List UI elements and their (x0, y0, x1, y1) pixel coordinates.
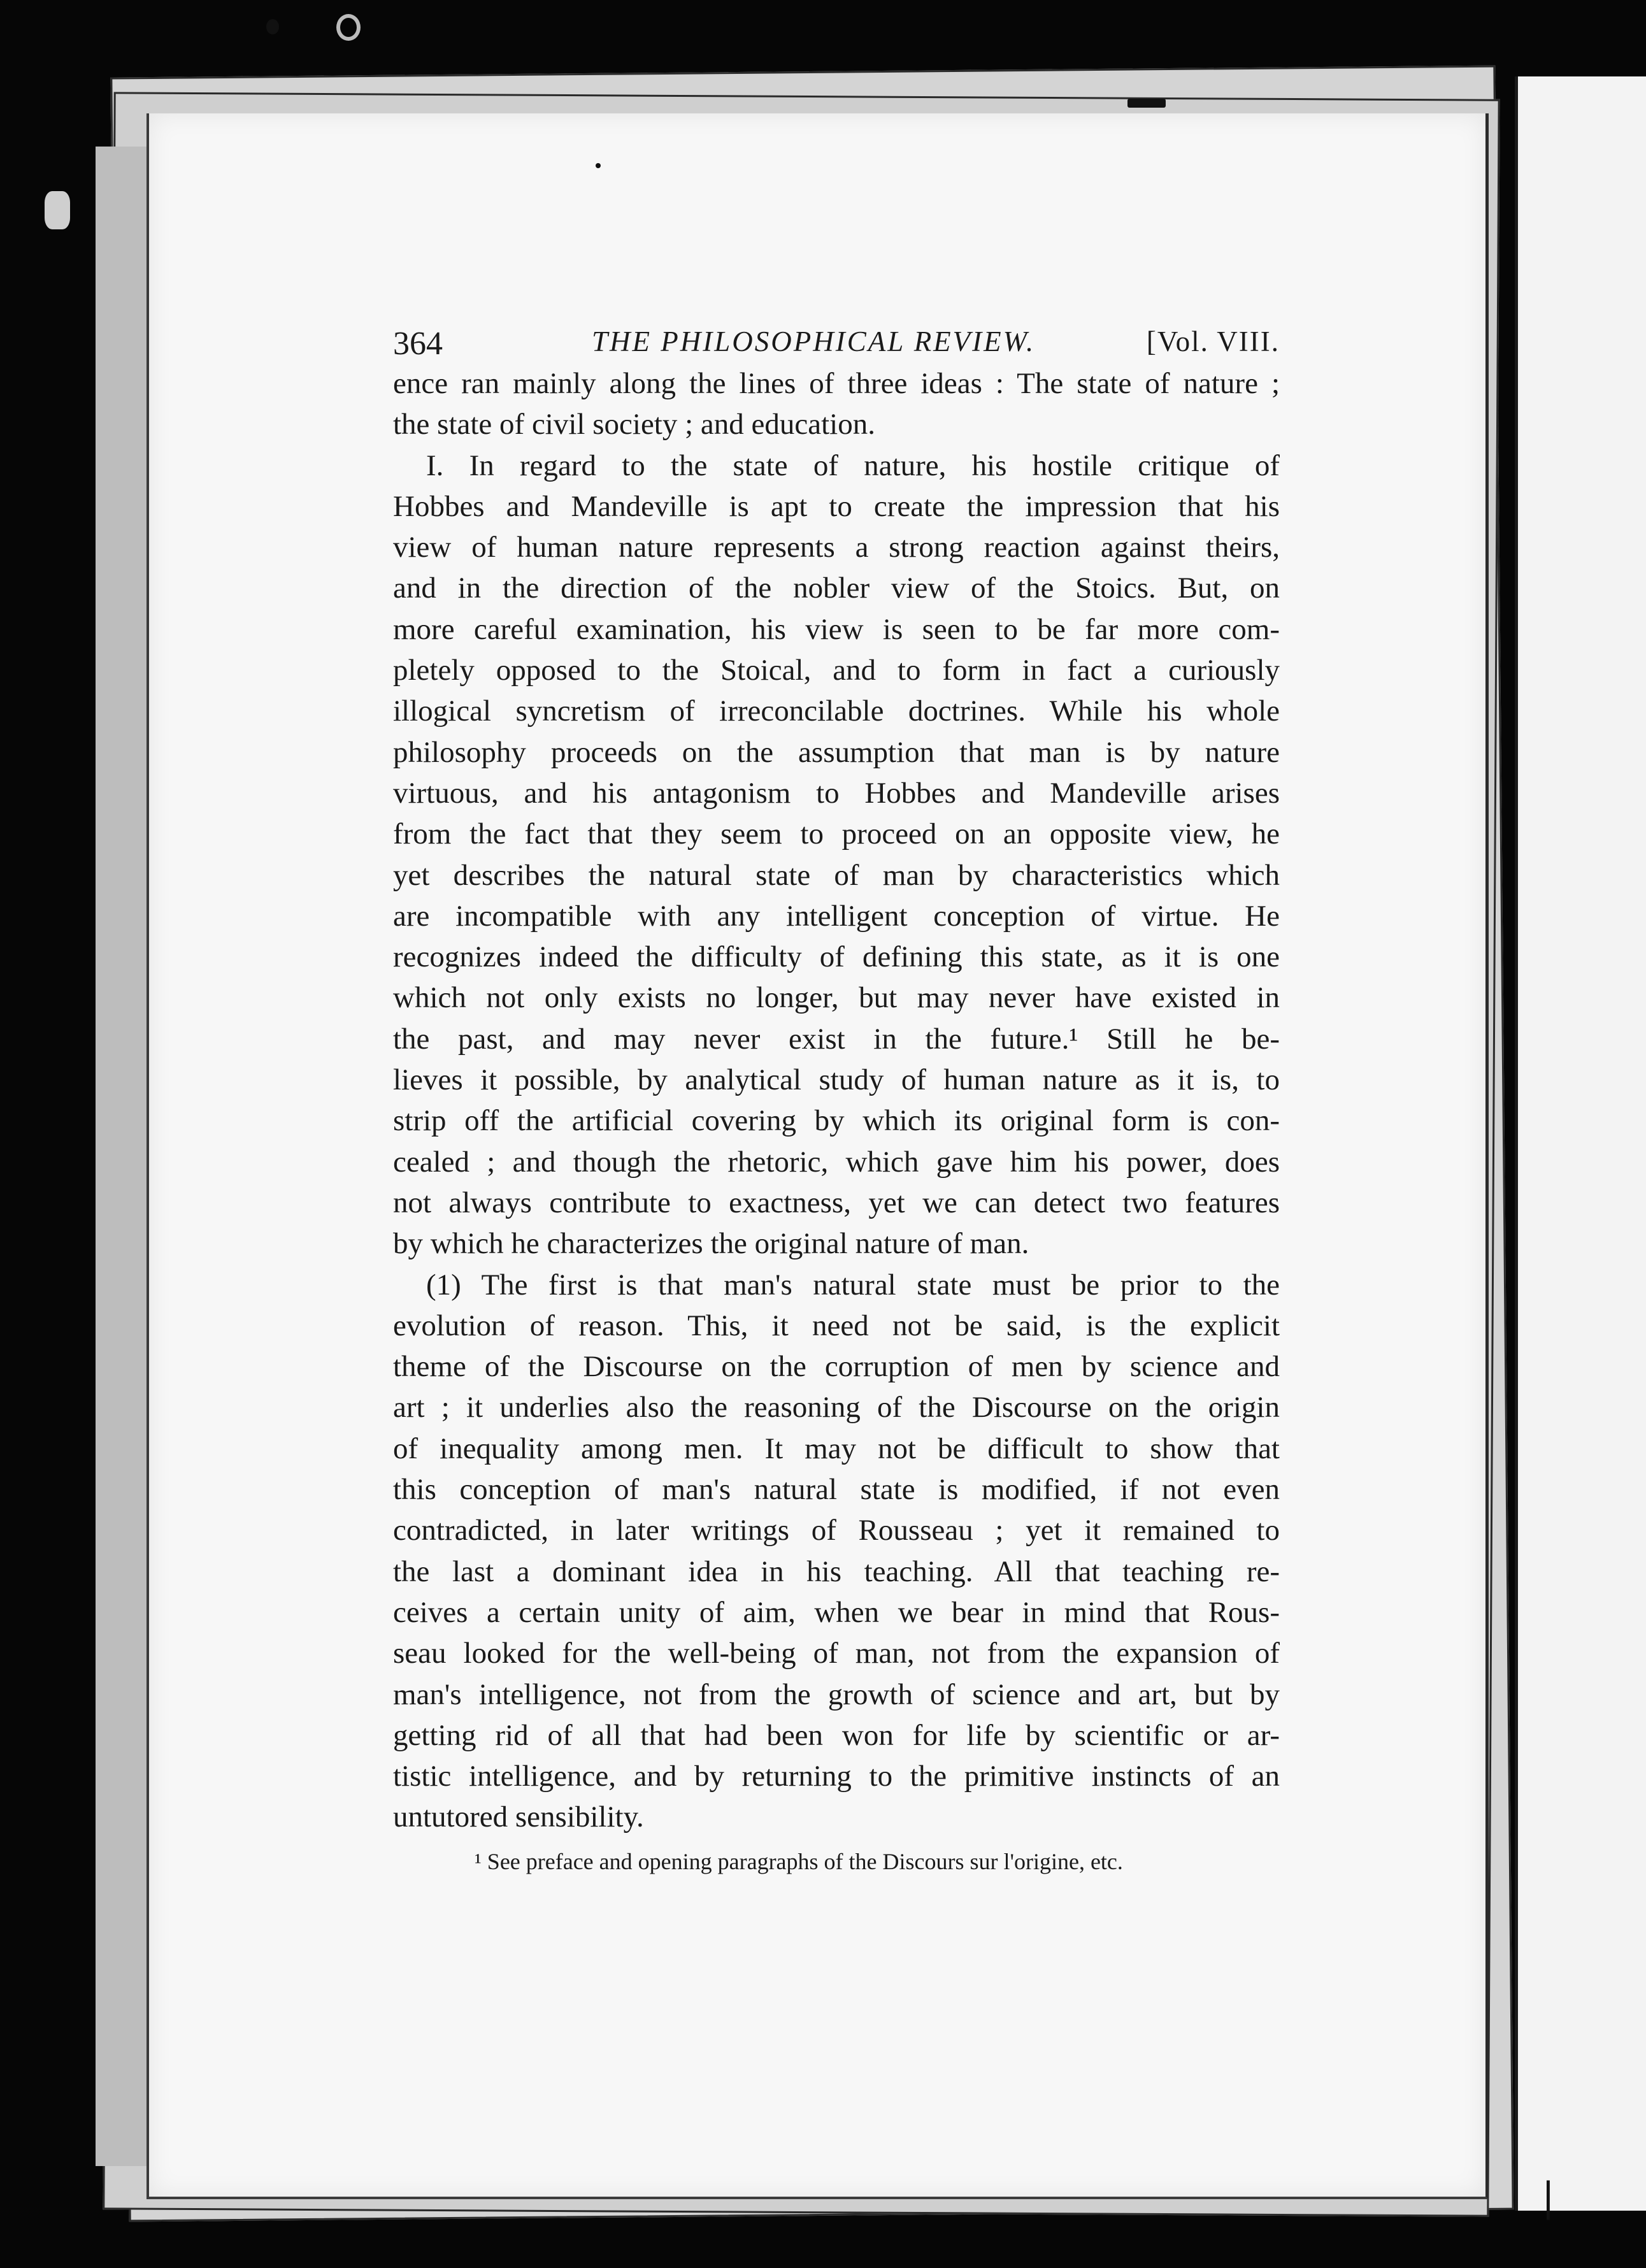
dust-speck (1127, 99, 1166, 108)
text-line: Hobbes and Mandeville is apt to create the impression that his (393, 489, 1280, 523)
text-line: are incompatible with any intelligent conception of virtue. He (393, 899, 1280, 933)
text-line: the last a dominant idea in his teaching. All that teaching re- (393, 1554, 1280, 1588)
text-line: tistic intelligence, and by returning to the primitive instincts of an (393, 1760, 1280, 1793)
text-line: by which he characterizes the original nature of man. (393, 1227, 1029, 1261)
facing-page-edge (1515, 76, 1646, 2211)
text-line: and in the direction of the nobler view of the Stoics. But, on (393, 571, 1280, 605)
text-line: yet describes the natural state of man by characteristics which (393, 858, 1280, 892)
facing-page-fragment: | (1542, 2174, 1555, 2220)
text-line: untutored sensibility. (393, 1800, 644, 1834)
text-line: contradicted, in later writings of Rousseau ; yet it remained to (393, 1514, 1280, 1547)
journal-title: THE PHILOSOPHICAL REVIEW. (592, 326, 1036, 357)
text-line: getting rid of all that had been won for life by scientific or ar- (393, 1718, 1280, 1752)
text-line: pletely opposed to the Stoical, and to form in fact a curiously (393, 654, 1280, 687)
text-line: the state of civil society ; and education. (393, 408, 875, 441)
page-text (393, 312, 1280, 1877)
text-line: cealed ; and though the rhetoric, which gave him his power, does (393, 1145, 1280, 1179)
text-line: view of human nature represents a strong reaction against theirs, (393, 531, 1280, 564)
text-line: not always contribute to exactness, yet we can detect two features (393, 1186, 1280, 1219)
text-line: the past, and may never exist in the future.¹ Still he be- (393, 1022, 1280, 1056)
text-line: this conception of man's natural state is modified, if not even (393, 1473, 1280, 1507)
text-line: of inequality among men. It may not be difficult to show that (393, 1432, 1280, 1465)
volume-label: [Vol. VIII. (1146, 326, 1280, 357)
dust-speck (336, 14, 361, 41)
page-number: 364 (393, 326, 443, 362)
text-line: I. In regard to the state of nature, his hostile critique of (426, 449, 1280, 482)
text-line: from the fact that they seem to proceed on an opposite view, he (393, 817, 1280, 851)
text-line: evolution of reason. This, it need not be said, is the explicit (393, 1309, 1280, 1342)
dust-speck (45, 191, 70, 229)
text-line: more careful examination, his view is seen to be far more com- (393, 612, 1280, 646)
footnote: ¹ See preface and opening paragraphs of the Discours sur l'origine, etc. (475, 1848, 1123, 1874)
text-line: man's intelligence, not from the growth of science and art, but by (393, 1677, 1280, 1711)
dust-speck (596, 163, 601, 168)
text-line: strip off the artificial covering by which its original form is con- (393, 1104, 1280, 1138)
text-line: theme of the Discourse on the corruption of men by science and (393, 1350, 1280, 1384)
text-line: ceives a certain unity of aim, when we bear in mind that Rous- (393, 1595, 1280, 1629)
dust-speck (266, 19, 279, 34)
text-line: philosophy proceeds on the assumption that man is by nature (393, 735, 1280, 769)
text-line: which not only exists no longer, but may never have existed in (393, 981, 1280, 1015)
text-line: seau looked for the well-being of man, not from the expansion of (393, 1637, 1280, 1670)
text-line: recognizes indeed the difficulty of defining this state, as it is one (393, 940, 1280, 974)
text-line: (1) The first is that man's natural state must be prior to the (426, 1268, 1280, 1302)
text-line: virtuous, and his antagonism to Hobbes and Mandeville arises (393, 776, 1280, 810)
text-line: ence ran mainly along the lines of three ideas : The state of nature ; (393, 367, 1280, 400)
body-text (393, 363, 1280, 1838)
text-line: art ; it underlies also the reasoning of the Discourse on the origin (393, 1391, 1280, 1425)
text-line: illogical syncretism of irreconcilable doctrines. While his whole (393, 694, 1280, 728)
running-head (393, 312, 1280, 363)
text-line: lieves it possible, by analytical study of human nature as it is, to (393, 1063, 1280, 1097)
